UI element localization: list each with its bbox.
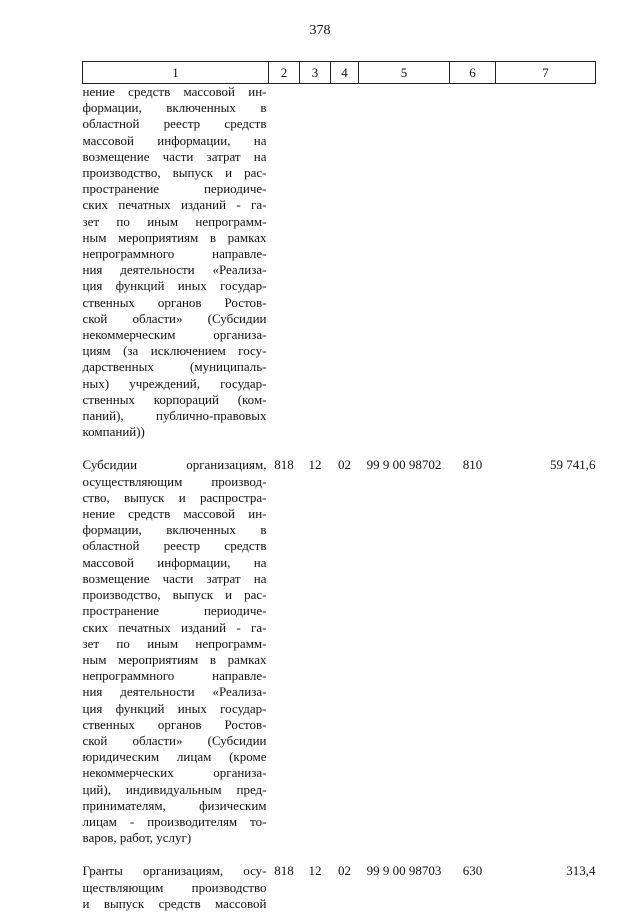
description-line: ществляющим производство xyxy=(82,879,267,895)
table-row xyxy=(83,457,596,846)
description-line: некоммерческим организа- xyxy=(82,327,267,343)
description-line: ство, выпуск и распростра- xyxy=(82,489,267,505)
description-line: ских печатных изданий - га- xyxy=(82,197,267,213)
description-line: возмещение части затрат на xyxy=(82,148,267,164)
description-line: осуществляющим производ- xyxy=(82,473,267,489)
cell-expense-type: 630 xyxy=(462,863,483,879)
description-line: возмещение части затрат на xyxy=(82,570,267,586)
description-line: непрограммного направле- xyxy=(82,246,267,262)
description-line: пространение периодиче- xyxy=(82,603,267,619)
description-line: производство, выпуск и рас- xyxy=(82,165,267,181)
description-line: ций), индивидуальным пред- xyxy=(82,781,267,797)
description-line: ской области» (Субсидии xyxy=(82,310,267,326)
cell-admin-code: 818 xyxy=(274,863,294,879)
header-col-1: 1 xyxy=(83,62,269,84)
cell-amount xyxy=(496,84,596,441)
cell-expense-type xyxy=(450,84,496,441)
description-line: массовой информации, на xyxy=(82,554,267,570)
page-number: 378 xyxy=(309,23,331,38)
description-line: лицам - производителям то- xyxy=(82,813,267,829)
description-line: нение средств массовой ин- xyxy=(82,506,267,522)
row-spacer xyxy=(83,846,596,863)
description-line: ния деятельности «Реализа- xyxy=(82,262,267,278)
description-line: областной реестр средств xyxy=(82,538,267,554)
cell-amount: 313,4 xyxy=(566,863,596,879)
description-line: компаний)) xyxy=(82,424,145,440)
description-line: формации, включенных в xyxy=(82,100,267,116)
description-line: ской области» (Субсидии xyxy=(82,732,267,748)
cell-target-article xyxy=(359,84,450,441)
description-line: дарственных (муниципаль- xyxy=(82,359,267,375)
description-line: Гранты организациям, осу- xyxy=(82,863,267,879)
cell-subsection xyxy=(331,84,359,441)
description-line: паний), публично-правовых xyxy=(82,408,267,424)
cell-target-article: 99 9 00 98702 xyxy=(366,457,442,473)
header-row xyxy=(83,62,596,84)
description-line: формации, включенных в xyxy=(82,522,267,538)
description-line: ственных корпораций (ком- xyxy=(82,391,267,407)
cell-section: 12 xyxy=(308,863,322,879)
header-col-4: 4 xyxy=(331,62,359,84)
header-col-6: 6 xyxy=(450,62,496,84)
cell-expense-type: 810 xyxy=(462,457,483,473)
description-line: ция функций иных государ- xyxy=(82,278,267,294)
description-line: ственных органов Ростов- xyxy=(82,294,267,310)
description-line: ственных органов Ростов- xyxy=(82,716,267,732)
description-line: пространение периодиче- xyxy=(82,181,267,197)
description-line: массовой информации, на xyxy=(82,132,267,148)
description-line: ния деятельности «Реализа- xyxy=(82,684,267,700)
description-line: некоммерческих организа- xyxy=(82,765,267,781)
cell-section xyxy=(300,84,331,441)
cell-admin-code: 818 xyxy=(274,457,294,473)
budget-table xyxy=(82,61,596,912)
cell-target-article: 99 9 00 98703 xyxy=(366,863,442,879)
description-line: зет по иным непрограмм- xyxy=(82,213,267,229)
table-row xyxy=(83,863,596,912)
cell-admin-code xyxy=(269,84,300,441)
cell-amount: 59 741,6 xyxy=(550,457,596,473)
description-line: непрограммного направле- xyxy=(82,668,267,684)
header-col-2: 2 xyxy=(269,62,300,84)
description-line: циям (за исключением госу- xyxy=(82,343,267,359)
header-col-5: 5 xyxy=(359,62,450,84)
cell-section: 12 xyxy=(308,457,322,473)
description-line: ным мероприятиям в рамках xyxy=(82,651,267,667)
description-line: областной реестр средств xyxy=(82,116,267,132)
row-description xyxy=(83,457,269,846)
description-line: юридическим лицам (кроме xyxy=(82,749,267,765)
description-line: ным мероприятиям в рамках xyxy=(82,229,267,245)
row-description xyxy=(83,863,269,912)
description-line: нение средств массовой ин- xyxy=(82,84,267,99)
header-col-3: 3 xyxy=(300,62,331,84)
row-description xyxy=(83,84,269,441)
description-line: производство, выпуск и рас- xyxy=(82,587,267,603)
row-spacer xyxy=(83,440,596,457)
description-line: ция функций иных государ- xyxy=(82,700,267,716)
description-line: ных) учреждений, государ- xyxy=(82,375,267,391)
description-line: ских печатных изданий - га- xyxy=(82,619,267,635)
description-line: принимателям, физическим xyxy=(82,797,267,813)
description-line: Субсидии организациям, xyxy=(82,457,267,473)
description-line: зет по иным непрограмм- xyxy=(82,635,267,651)
table-row xyxy=(83,84,596,441)
cell-subsection: 02 xyxy=(338,863,351,879)
description-line: и выпуск средств массовой xyxy=(82,895,267,911)
header-col-7: 7 xyxy=(496,62,596,84)
cell-subsection: 02 xyxy=(338,457,351,473)
description-line: варов, работ, услуг) xyxy=(82,830,192,846)
